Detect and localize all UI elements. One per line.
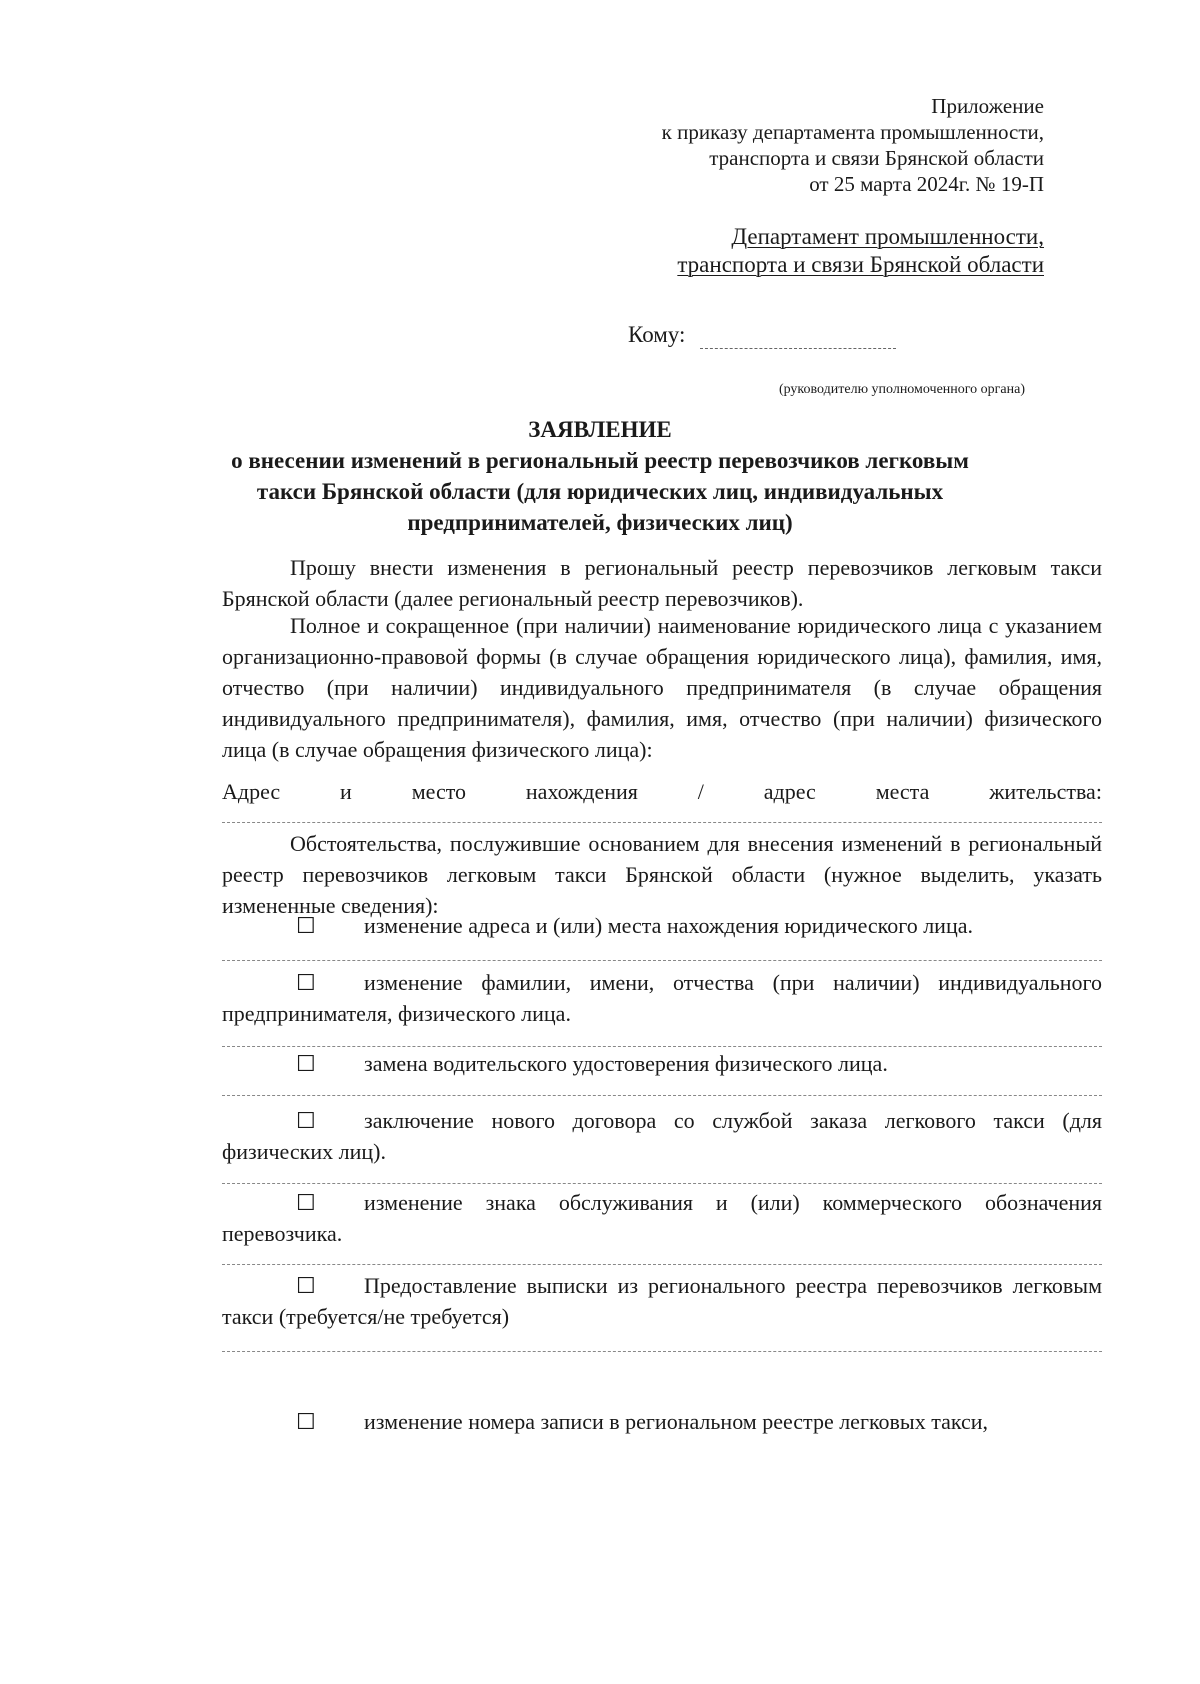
to-fill-line	[700, 348, 896, 349]
address-word: жительства:	[989, 779, 1102, 804]
option-address-change: изменение адреса и (или) места нахождения юридического лица.	[364, 913, 973, 938]
option-fill-line	[222, 960, 1102, 963]
checkbox-service-mark-change[interactable]: ☐	[296, 1190, 316, 1215]
checkbox-name-change[interactable]: ☐	[296, 970, 316, 995]
title-line-2: такси Брянской области (для юридических лиц, индивидуальных	[256, 479, 944, 504]
option-fill-line	[222, 1351, 1102, 1354]
appendix-line-4: от 25 марта 2024г. № 19-П	[809, 172, 1044, 196]
address-word: Адрес	[222, 779, 281, 804]
checkbox-license-replacement[interactable]: ☐	[296, 1051, 316, 1076]
option-record-number-change: изменение номера записи в региональном реестре легковых такси,	[364, 1409, 989, 1434]
option-service-mark-change: изменение знака обслуживания и (или) коммерческого обозначения перевозчика.	[222, 1190, 1102, 1246]
checkbox-new-contract[interactable]: ☐	[296, 1108, 316, 1133]
paragraph-circumstances: Обстоятельства, послужившие основанием для внесения изменений в региональный реестр перевозчиков легковым такси Брянской области (нужное выделить, указать измененные сведения):	[222, 831, 1102, 918]
option-registry-extract: Предоставление выписки из регионального реестра перевозчиков легковым такси (требуется/не требуется)	[222, 1273, 1102, 1329]
address-line	[222, 776, 1102, 807]
checkbox-registry-extract[interactable]: ☐	[296, 1273, 316, 1298]
address-word: место	[411, 779, 467, 804]
addressee-line-2: транспорта и связи Брянской области	[677, 252, 1044, 277]
address-word: места	[875, 779, 930, 804]
document-title: ЗАЯВЛЕНИЕ	[528, 417, 672, 442]
address-fill-line	[222, 822, 1102, 825]
address-word: и	[340, 779, 352, 804]
title-line-3: предпринимателей, физических лиц)	[407, 510, 793, 535]
appendix-line-3: транспорта и связи Брянской области	[709, 146, 1044, 170]
to-label: Кому:	[628, 322, 686, 347]
option-license-replacement: замена водительского удостоверения физического лица.	[364, 1051, 888, 1076]
appendix-line-2: к приказу департамента промышленности,	[661, 120, 1044, 144]
option-fill-line	[222, 1183, 1102, 1186]
address-word: адрес	[763, 779, 816, 804]
appendix-line-1: Приложение	[931, 94, 1044, 118]
option-new-contract: заключение нового договора со службой заказа легкового такси (для физических лиц).	[222, 1108, 1102, 1164]
address-word: /	[697, 779, 704, 804]
checkbox-record-number-change[interactable]: ☐	[296, 1409, 316, 1434]
address-word: нахождения	[525, 779, 638, 804]
to-caption: (руководителю уполномоченного органа)	[778, 382, 1025, 397]
paragraph-request: Прошу внести изменения в региональный реестр перевозчиков легковым такси Брянской области (далее региональный реестр перевозчиков).	[222, 555, 1102, 611]
option-fill-line	[222, 1264, 1102, 1267]
title-line-1: о внесении изменений в региональный реестр перевозчиков легковым	[231, 448, 969, 473]
checkbox-address-change[interactable]: ☐	[296, 913, 316, 938]
addressee-line-1: Департамент промышленности,	[731, 224, 1044, 249]
option-fill-line	[222, 1095, 1102, 1098]
paragraph-applicant-name: Полное и сокращенное (при наличии) наименование юридического лица с указанием организационно-правовой формы (в случае обращения юридического лица), фамилия, имя, отчество (при наличии) индивидуального предпринимателя (в случае обращения индивидуального предпринимателя), фамилия, имя, отчество (при наличии) физического лица (в случае обращения физического лица):	[222, 613, 1102, 762]
option-name-change: изменение фамилии, имени, отчества (при наличии) индивидуального предпринимателя, физического лица.	[222, 970, 1102, 1026]
